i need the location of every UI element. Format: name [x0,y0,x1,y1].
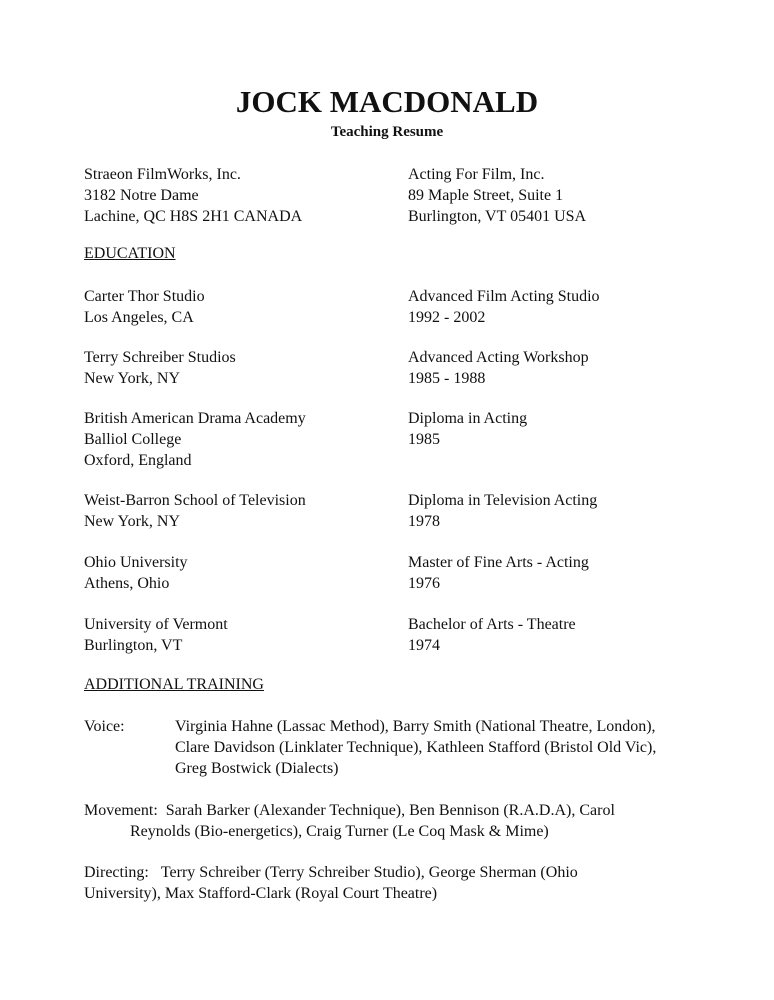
address-line: Burlington, VT 05401 USA [408,208,587,225]
program-line: 1992 - 2002 [408,309,486,326]
voice-line: Clare Davidson (Linklater Technique), Kathleen Stafford (Bristol Old Vic), [175,739,657,756]
program-line: 1976 [408,575,440,592]
program-line: Diploma in Acting [408,410,528,427]
education-program [408,614,576,656]
program-line: Master of Fine Arts - Acting [408,554,589,571]
education-program [408,286,600,328]
directing-label: Directing: [84,864,149,881]
voice-line: Virginia Hahne (Lassac Method), Barry Smith (National Theatre, London), [175,718,656,735]
voice-label: Voice: [84,718,125,735]
movement-training [84,800,704,842]
movement-second-line: Reynolds (Bio-energetics), Craig Turner (Le Coq Mask & Mime) [130,823,549,840]
school-line: New York, NY [84,513,181,530]
program-line: 1978 [408,513,440,530]
school-line: Oxford, England [84,452,192,469]
education-school [84,614,228,656]
program-line: 1974 [408,637,440,654]
program-line: 1985 - 1988 [408,370,486,387]
movement-label: Movement: [84,802,158,819]
directing-second-line: University), Max Stafford-Clark (Royal Court Theatre) [84,885,438,902]
education-heading: EDUCATION [84,245,176,262]
address-block-right [408,164,586,227]
school-line: Los Angeles, CA [84,309,194,326]
program-line: Diploma in Television Acting [408,492,598,509]
education-school [84,490,306,532]
education-program [408,347,589,389]
school-line: University of Vermont [84,616,228,633]
school-line: New York, NY [84,370,181,387]
voice-line: Greg Bostwick (Dialects) [175,760,339,777]
address-block-left [84,164,302,227]
movement-teachers: Sarah Barker (Alexander Technique), Ben Bennison (R.A.D.A), Carol [165,802,615,819]
school-line: Balliol College [84,431,182,448]
movement-first-line [84,800,704,821]
directing-training [84,862,704,904]
school-line: Terry Schreiber Studios [84,349,236,366]
resume-name: JOCK MACDONALD [235,84,539,119]
address-line: 89 Maple Street, Suite 1 [408,187,564,204]
voice-teachers [175,716,705,779]
education-school [84,286,205,328]
program-line: Advanced Acting Workshop [408,349,589,366]
education-school [84,408,306,471]
directing-first-line [84,862,704,883]
resume-subtitle: Teaching Resume [330,124,444,140]
program-line: 1985 [408,431,440,448]
additional-training-heading: ADDITIONAL TRAINING [84,676,264,693]
education-program [408,552,589,594]
education-school [84,347,236,389]
directing-teachers: Terry Schreiber (Terry Schreiber Studio), George Sherman (Ohio [160,864,578,881]
address-line: Straeon FilmWorks, Inc. [84,166,241,183]
address-line: 3182 Notre Dame [84,187,199,204]
program-line: Advanced Film Acting Studio [408,288,600,305]
education-program [408,408,527,450]
school-line: Athens, Ohio [84,575,170,592]
address-line: Acting For Film, Inc. [408,166,545,183]
address-line: Lachine, QC H8S 2H1 CANADA [84,208,303,225]
school-line: Weist-Barron School of Television [84,492,306,509]
program-line: Bachelor of Arts - Theatre [408,616,576,633]
school-line: Burlington, VT [84,637,183,654]
education-program [408,490,597,532]
school-line: Ohio University [84,554,188,571]
education-school [84,552,188,594]
school-line: Carter Thor Studio [84,288,205,305]
school-line: British American Drama Academy [84,410,306,427]
